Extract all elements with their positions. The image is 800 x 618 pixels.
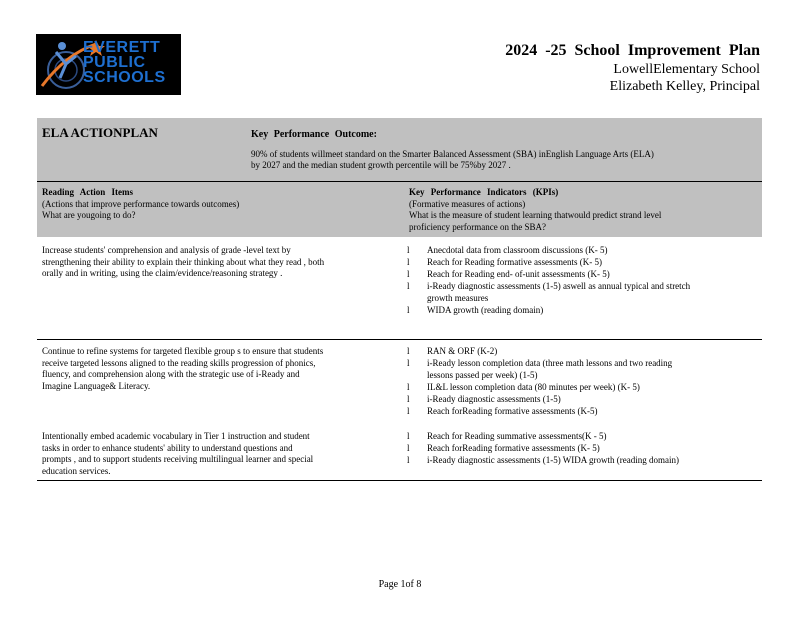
plan-title: 2024 -25 School Improvement Plan <box>505 42 760 59</box>
divider <box>37 181 762 182</box>
right-column-question: proficiency performance on the SBA? <box>409 222 546 232</box>
kpi-item: l Reach forReading formative assessments (K- 5) <box>407 443 600 453</box>
bullet-icon: l <box>407 405 410 416</box>
kpi-item: l Reach for Reading summative assessments(K - 5) <box>407 431 607 441</box>
action-item: Intentionally embed academic vocabulary in Tier 1 instruction and student tasks in order to enhance students' ability to understand questions and prompts , and to support students receiving multilingual learner and special education services. <box>42 431 314 476</box>
kpi-item: l Anecdotal data from classroom discussions (K- 5) <box>407 245 608 255</box>
bullet-icon: l <box>407 358 410 368</box>
kpi-item: l Reach for Reading formative assessments (K- 5) <box>407 257 602 267</box>
bullet-icon: l <box>407 346 410 356</box>
kpi-item: l i-Ready diagnostic assessments (1-5) aswell as annual typical and stretch growth measures <box>407 281 691 303</box>
divider <box>37 480 762 481</box>
kpi-item: l IL&L lesson completion data (80 minutes per week) (K- 5) <box>407 381 640 392</box>
left-column-title: Reading Action Items <box>42 187 133 197</box>
kpo-text: by 2027 and the median student growth percentile will be 75%by 2027 . <box>251 160 511 170</box>
bullet-icon: l <box>407 393 410 404</box>
kpi-item: l i-Ready diagnostic assessments (1-5) WIDA growth (reading domain) <box>407 455 680 465</box>
kpi-item: l Reach forReading formative assessments (K-5) <box>407 405 598 416</box>
kpo-label: Key Performance Outcome: <box>251 129 377 140</box>
bullet-icon: l <box>407 269 410 279</box>
action-item: Continue to refine systems for targeted flexible group s to ensure that students receive targeted lessons aligned to the reading skills progression of phonics, fluency, and comprehension along with the strategic use of i-Ready and Imagine Language& Literacy. <box>42 346 324 391</box>
bullet-icon: l <box>407 304 410 315</box>
bullet-icon: l <box>407 431 410 441</box>
kpi-item: l RAN & ORF (K-2) <box>407 346 498 356</box>
bullet-icon: l <box>407 245 410 255</box>
kpi-list <box>407 245 757 317</box>
page-number: Page 1of 8 <box>378 579 422 590</box>
section-heading: ELA ACTIONPLAN <box>42 125 158 140</box>
kpi-item: l i-Ready lesson completion data (three math lessons and two reading lessons passed per week) (1-5) <box>407 358 673 380</box>
bullet-icon: l <box>407 257 410 267</box>
bullet-icon: l <box>407 281 410 291</box>
logo-wordmark: EVERETT PUBLIC SCHOOLS <box>83 39 166 86</box>
left-column-question: What are yougoing to do? <box>42 210 136 220</box>
kpi-item: l WIDA growth (reading domain) <box>407 304 544 315</box>
left-column-subtitle: (Actions that improve performance towards outcomes) <box>42 199 240 209</box>
bullet-icon: l <box>407 455 410 465</box>
kpi-list <box>407 431 757 467</box>
action-item: Increase students' comprehension and analysis of grade -level text by strengthening their ability to explain their thinking about what they read , both orally and in writing, using the claim/evidence/reasoning strategy . <box>42 245 325 278</box>
right-column-subtitle: (Formative measures of actions) <box>409 199 526 209</box>
principal-name: Elizabeth Kelley, Principal <box>609 79 760 94</box>
bullet-icon: l <box>407 381 410 392</box>
right-column-title: Key Performance Indicators (KPIs) <box>409 187 559 197</box>
kpi-item: l i-Ready diagnostic assessments (1-5) <box>407 393 561 404</box>
kpo-text: 90% of students willmeet standard on the Smarter Balanced Assessment (SBA) inEnglish Language Arts (ELA) <box>251 149 654 159</box>
school-name: LowellElementary School <box>613 62 760 77</box>
district-logo <box>36 34 181 95</box>
kpi-item: l Reach for Reading end- of-unit assessments (K- 5) <box>407 269 610 279</box>
divider <box>37 339 762 340</box>
bullet-icon: l <box>407 443 410 453</box>
right-column-question: What is the measure of student learning thatwould predict strand level <box>409 210 662 220</box>
kpi-list <box>407 346 757 418</box>
